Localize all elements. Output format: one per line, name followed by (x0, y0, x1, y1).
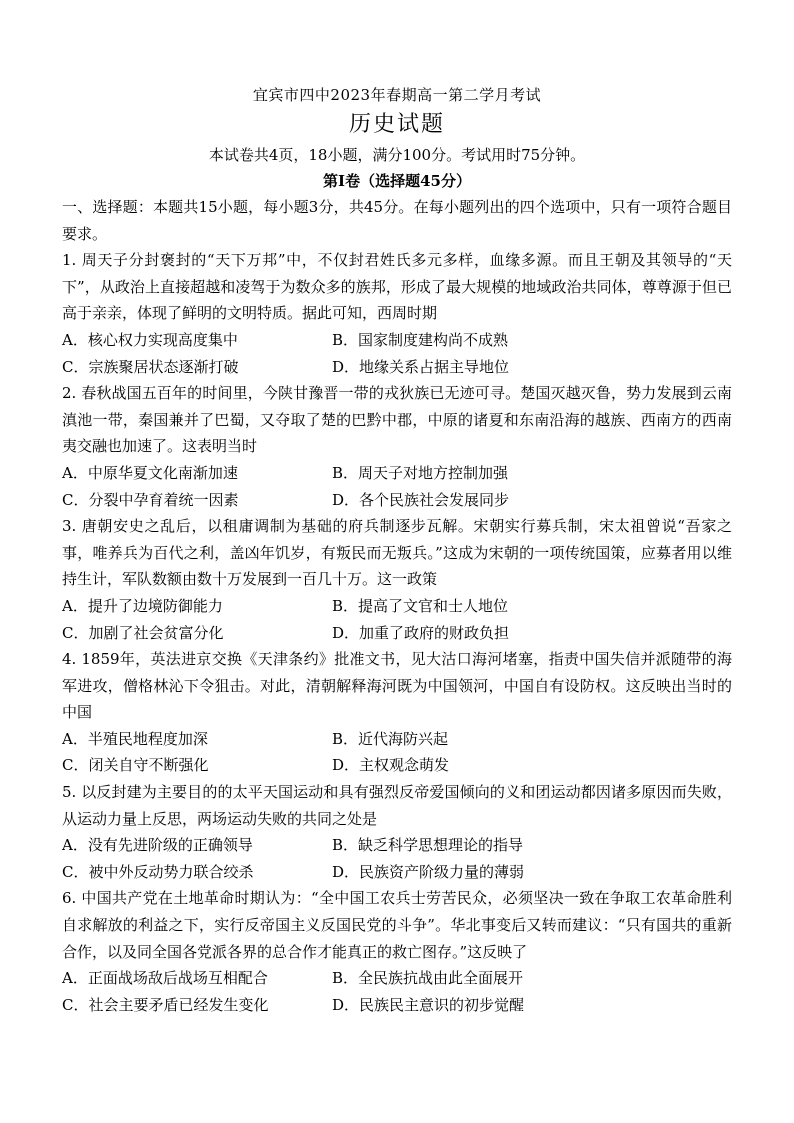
question-options (62, 460, 732, 513)
question-1 (62, 247, 732, 380)
section-instructions: 一、选择题：本题共15小题，每小题3分，共45分。在每小题列出的四个选项中，只有一项符合题目要求。 (62, 198, 732, 243)
question-options (62, 327, 732, 380)
question-6 (62, 885, 732, 1018)
exam-page (62, 84, 732, 1018)
question-stem: 5. 以反封建为主要目的的太平天国运动和具有强烈反帝爱国倾向的义和团运动都因诸多原因而失败，从运动力量上反思，两场运动失败的共同之处是 (62, 783, 732, 828)
question-2 (62, 380, 732, 513)
option-b: B．提高了文官和士人地位 (332, 596, 509, 615)
option-d: D．各个民族社会发展同步 (332, 490, 510, 509)
option-b: B．国家制度建构尚不成熟 (332, 330, 509, 349)
question-stem: 3. 唐朝安史之乱后，以租庸调制为基础的府兵制逐步瓦解。宋朝实行募兵制，宋太祖曾说“吾家之事，唯养兵为百代之利，盖凶年饥岁，有叛民而无叛兵。”这成为宋朝的一项传统国策，应募者用以维持生计，军队数额由数十万发展到一百几十万。这一政策 (62, 517, 732, 589)
option-c: C．闭关自守不断强化 (62, 756, 209, 775)
option-c: C．分裂中孕育着统一因素 (62, 490, 239, 509)
volume-title: 第I卷（选择题45分） (323, 172, 471, 190)
option-d: D．主权观念萌发 (332, 756, 450, 775)
question-5 (62, 779, 732, 885)
option-a: A．提升了边境防御能力 (62, 596, 223, 615)
question-4 (62, 646, 732, 779)
option-c: C．宗族聚居状态逐渐打破 (62, 357, 239, 376)
option-b: B．缺乏科学思想理论的指导 (332, 836, 524, 855)
exam-info: 本试卷共4页，18小题，满分100分。考试用时75分钟。 (208, 146, 586, 164)
question-stem: 6. 中国共产党在土地革命时期认为：“全中国工农兵士劳苦民众，必须坚决一致在争取工农革命胜利自求解放的利益之下，实行反帝国主义反国民党的斗争”。华北事变后又转而建议：“只有国共的重新合作，以及同全国各党派各界的总合作才能真正的救亡图存。”这反映了 (62, 889, 732, 961)
option-a: A．中原华夏文化南渐加速 (62, 463, 238, 482)
option-c: C．社会主要矛盾已经发生变化 (62, 995, 269, 1014)
option-b: B．近代海防兴起 (332, 729, 449, 748)
question-options (62, 593, 732, 646)
question-options (62, 832, 732, 885)
question-options (62, 726, 732, 779)
option-d: D．加重了政府的财政负担 (332, 623, 510, 642)
option-d: D．民族资产阶级力量的薄弱 (332, 862, 525, 881)
option-a: A．正面战场敌后战场互相配合 (62, 969, 268, 988)
option-a: A．半殖民地程度加深 (62, 729, 208, 748)
question-stem: 2. 春秋战国五百年的时间里，今陕甘豫晋一带的戎狄族已无迹可寻。楚国灭越灭鲁，势力发展到云南滇池一带，秦国兼并了巴蜀，又夺取了楚的巴黔中郡，中原的诸夏和东南沿海的越族、西南方的西南夷交融也加速了。这表明当时 (62, 384, 732, 456)
subject-title: 历史试题 (348, 112, 445, 137)
option-d: D．民族民主意识的初步觉醒 (332, 995, 525, 1014)
option-a: A．核心权力实现高度集中 (62, 330, 238, 349)
option-c: C．加剧了社会贫富分化 (62, 623, 224, 642)
option-a: A．没有先进阶级的正确领导 (62, 836, 253, 855)
option-d: D．地缘关系占据主导地位 (332, 357, 510, 376)
option-c: C．被中外反动势力联合绞杀 (62, 862, 254, 881)
question-3 (62, 513, 732, 646)
question-stem: 4. 1859年，英法进京交换《天津条约》批准文书，见大沽口海河堵塞，指责中国失信并派随带的海军进攻，僧格林沁下令狙击。对此，清朝解释海河既为中国领河，中国自有设防权。这反映出当时的中国 (62, 650, 732, 722)
school-exam-title: 宜宾市四中2023年春期高一第二学月考试 (252, 86, 542, 104)
option-b: B．全民族抗战由此全面展开 (332, 969, 524, 988)
question-options (62, 965, 732, 1018)
question-stem: 1. 周天子分封褒封的“天下万邦”中，不仅封君姓氏多元多样，血缘多源。而且王朝及其领导的“天下”，从政治上直接超越和凌驾于为数众多的族邦，形成了最大规模的地域政治共同体，尊尊源于但已高于亲亲，体现了鲜明的文明特质。据此可知，西周时期 (62, 251, 732, 323)
option-b: B．周天子对地方控制加强 (332, 463, 509, 482)
